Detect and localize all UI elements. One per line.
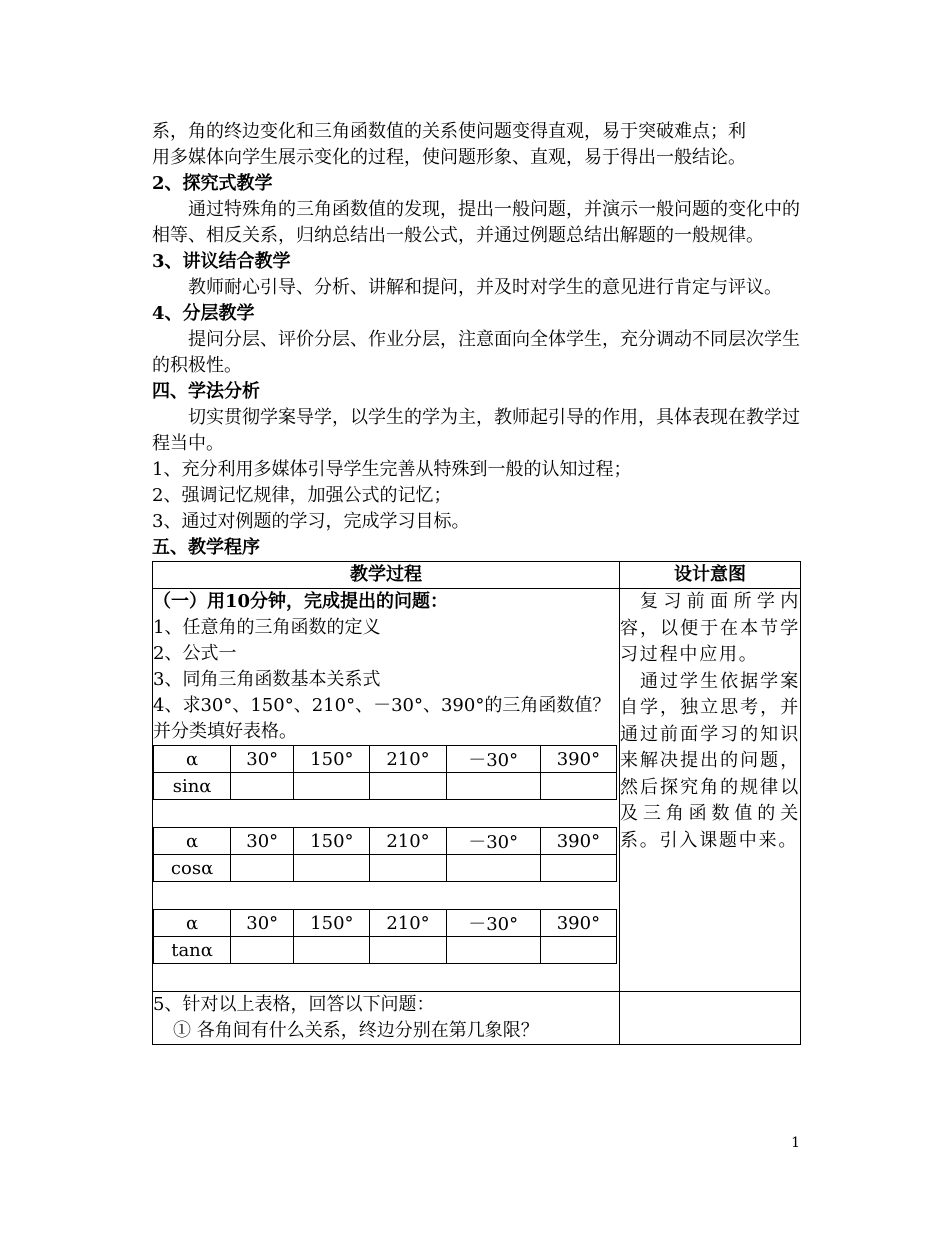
- fn-label-cos: cosα: [154, 855, 231, 882]
- section-2-body: 通过特殊角的三角函数值的发现，提出一般问题，并演示一般问题的变化中的相等、相反关系，归纳总结出一般公式，并通过例题总结出解题的一般规律。: [152, 199, 800, 246]
- section-four-body: 切实贯彻学案导学，以学生的学为主，教师起引导的作用，具体表现在教学过程当中。: [152, 407, 800, 454]
- item-3: 3、同角三角函数基本关系式: [153, 669, 381, 690]
- question-5-intent-cell: [620, 992, 801, 1045]
- angle-210: 210°: [370, 828, 446, 855]
- section-four-item-1: 1、充分利用多媒体引导学生完善从特殊到一般的认知过程；: [152, 459, 632, 480]
- section-five-title: 五、教学程序: [152, 537, 260, 558]
- fn-label-sin: sinα: [154, 773, 231, 800]
- angle-390: 390°: [540, 828, 616, 855]
- section-4-body: 提问分层、评价分层、作业分层，注意面向全体学生，充分调动不同层次学生的积极性。: [152, 329, 800, 376]
- question-5: 5、针对以上表格，回答以下问题：: [153, 994, 435, 1015]
- item-2: 2、公式一: [153, 643, 237, 664]
- angle-150: 150°: [294, 746, 370, 773]
- empty-cell[interactable]: [370, 773, 446, 800]
- angle-neg30: －30°: [446, 746, 540, 773]
- angle-30: 30°: [231, 828, 294, 855]
- angle-header: α: [154, 910, 231, 937]
- empty-cell[interactable]: [370, 855, 446, 882]
- part-1-title: （一）用10分钟，完成提出的问题：: [153, 591, 449, 612]
- section-four-title: 四、学法分析: [152, 381, 260, 402]
- empty-cell[interactable]: [446, 773, 540, 800]
- angle-neg30: －30°: [446, 910, 540, 937]
- empty-cell[interactable]: [370, 937, 446, 964]
- empty-cell[interactable]: [540, 937, 616, 964]
- tan-table: [153, 909, 617, 964]
- angle-210: 210°: [370, 910, 446, 937]
- document-page: [152, 119, 800, 1045]
- empty-cell[interactable]: [446, 937, 540, 964]
- empty-cell[interactable]: [294, 855, 370, 882]
- teaching-procedure-table: [152, 561, 801, 1045]
- empty-cell[interactable]: [231, 937, 294, 964]
- empty-cell[interactable]: [294, 937, 370, 964]
- angle-150: 150°: [294, 828, 370, 855]
- section-four-item-2: 2、强调记忆规律，加强公式的记忆；: [152, 485, 452, 506]
- intent-2: 通过学生依据学案自学，独立思考，并通过前面学习的知识来解决提出的问题，然后探究角的规律以及三角函数值的关系。引入课题中来。: [620, 670, 800, 851]
- intro-line-1: 系，角的终边变化和三角函数值的关系使问题变得直观，易于突破难点；利: [152, 121, 746, 142]
- angle-neg30: －30°: [446, 828, 540, 855]
- angle-150: 150°: [294, 910, 370, 937]
- angle-header: α: [154, 828, 231, 855]
- section-four-item-3: 3、通过对例题的学习，完成学习目标。: [152, 511, 470, 532]
- empty-cell[interactable]: [231, 855, 294, 882]
- header-teaching-process: 教学过程: [153, 562, 620, 589]
- section-2-title: 2、探究式教学: [152, 173, 273, 194]
- cos-table: [153, 827, 617, 882]
- question-5-1: ① 各角间有什么关系，终边分别在第几象限？: [173, 1020, 539, 1041]
- section-3-body: 教师耐心引导、分析、讲解和提问，并及时对学生的意见进行肯定与评议。: [188, 277, 782, 298]
- header-design-intent: 设计意图: [620, 562, 801, 589]
- empty-cell[interactable]: [294, 773, 370, 800]
- question-5-cell: [153, 992, 620, 1045]
- process-cell: [153, 589, 620, 992]
- section-4-title: 4、分层教学: [152, 303, 255, 324]
- empty-cell[interactable]: [540, 855, 616, 882]
- item-1: 1、任意角的三角函数的定义: [153, 617, 381, 638]
- angle-210: 210°: [370, 746, 446, 773]
- intent-cell: [620, 589, 801, 992]
- angle-390: 390°: [540, 910, 616, 937]
- empty-cell[interactable]: [540, 773, 616, 800]
- angle-header: α: [154, 746, 231, 773]
- item-4: 4、求30°、150°、210°、－30°、390°的三角函数值？并分类填好表格。: [153, 695, 611, 742]
- angle-30: 30°: [231, 910, 294, 937]
- intro-line-2: 用多媒体向学生展示变化的过程，使问题形象、直观，易于得出一般结论。: [152, 147, 746, 168]
- fn-label-tan: tanα: [154, 937, 231, 964]
- angle-30: 30°: [231, 746, 294, 773]
- empty-cell[interactable]: [446, 855, 540, 882]
- angle-390: 390°: [540, 746, 616, 773]
- page-number: 1: [791, 1135, 800, 1151]
- empty-cell[interactable]: [231, 773, 294, 800]
- sin-table: [153, 745, 617, 800]
- section-3-title: 3、讲议结合教学: [152, 251, 291, 272]
- intent-1: 复习前面所学内容，以便于在本节学习过程中应用。: [620, 591, 800, 665]
